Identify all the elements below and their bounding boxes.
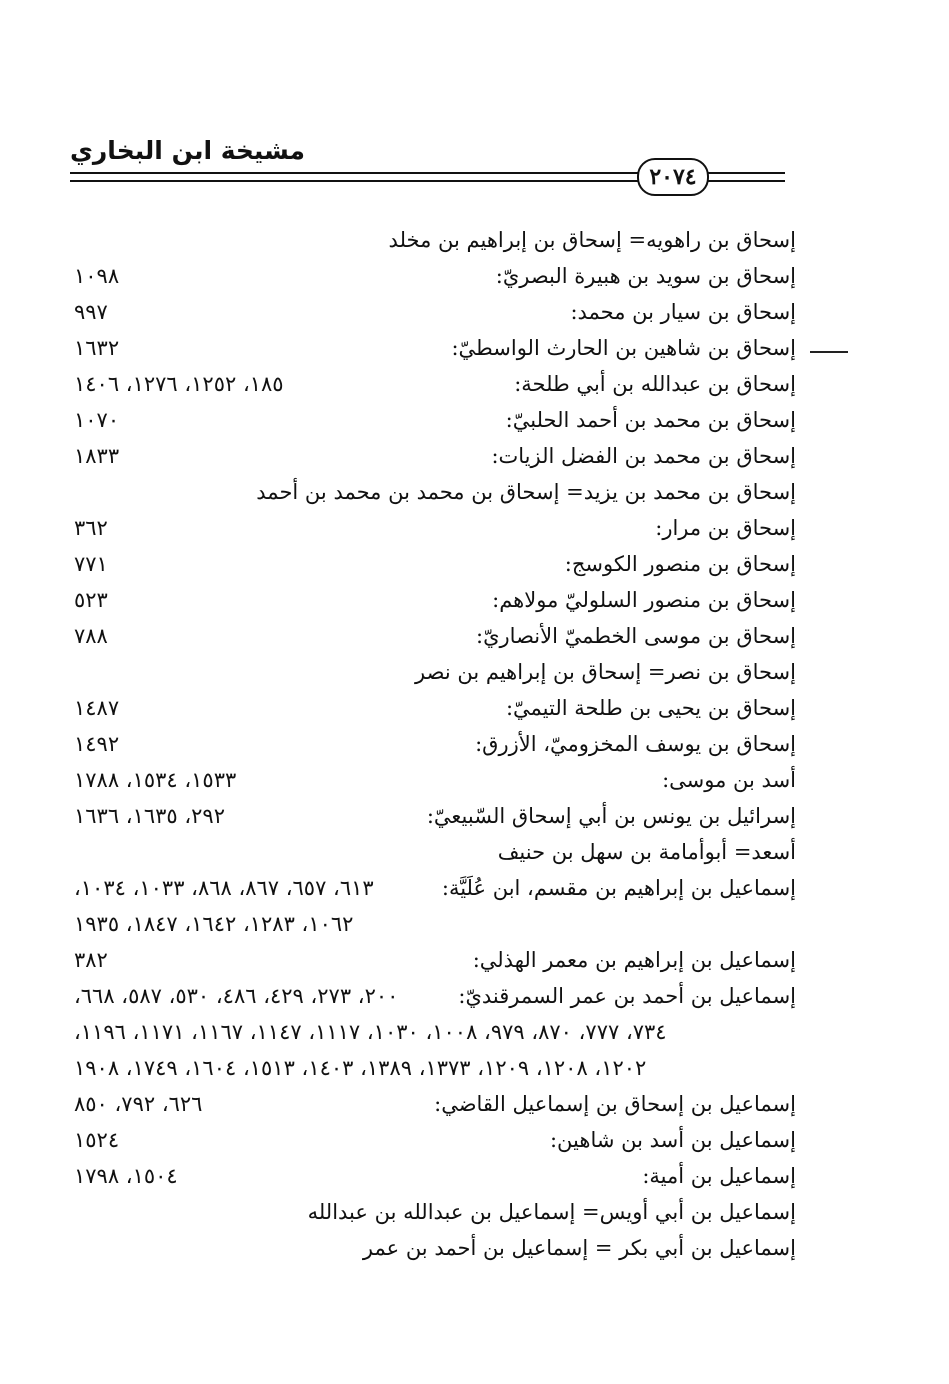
entry-references: ١٤٩٢ [74, 732, 120, 756]
index-entry [68, 654, 796, 690]
entry-references: ١٤٨٧ [74, 696, 120, 720]
entry-name: أسد بن موسى: [662, 768, 796, 792]
index-entry [68, 294, 796, 330]
index-entry [68, 366, 796, 402]
index-entry [68, 906, 796, 942]
entry-name: إسحاق بن يوسف المخزوميّ، الأزرق: [475, 732, 796, 756]
entry-name: إسحاق بن مرار: [655, 516, 796, 540]
index-entry [68, 870, 796, 906]
index-entry [68, 834, 796, 870]
page-number: ٢٠٧٤ [637, 158, 709, 196]
entry-name: إسماعيل بن أبي بكر = إسماعيل بن أحمد بن عمر [362, 1236, 796, 1260]
entry-name: إسحاق بن راهويه= إسحاق بن إبراهيم بن مخلد [388, 228, 796, 252]
index-entry [68, 1014, 796, 1050]
entry-references: ٣٨٢ [74, 948, 108, 972]
index-entry [68, 978, 796, 1014]
entry-name: إسحاق بن منصور السلوليّ مولاهم: [492, 588, 796, 612]
index-entry [68, 726, 796, 762]
entry-name: إسحاق بن سويد بن هبيرة البصريّ: [495, 264, 796, 288]
entry-name: إسحاق بن محمد بن الفضل الزيات: [491, 444, 796, 468]
index-entry [68, 330, 796, 366]
entry-references: ٦٢٦، ٧٩٢، ٨٥٠ [74, 1092, 203, 1116]
index-entry [68, 798, 796, 834]
index-entry [68, 1122, 796, 1158]
entry-references: ١٨٥، ١٢٥٢، ١٢٧٦، ١٤٠٦ [74, 372, 284, 396]
index-entry [68, 942, 796, 978]
entry-name: إسماعيل بن أسد بن شاهين: [549, 1128, 796, 1152]
entry-name: إسحاق بن موسى الخطميّ الأنصاريّ: [476, 624, 796, 648]
entry-name: إسماعيل بن أبي أويس= إسماعيل بن عبدالله بن عبدالله [307, 1200, 796, 1224]
index-entry [68, 1086, 796, 1122]
entry-references: ٧٨٨ [74, 624, 108, 648]
entry-references: ٢٩٢، ١٦٣٥، ١٦٣٦ [74, 804, 225, 828]
index-entry [68, 582, 796, 618]
index-entry [68, 1230, 796, 1266]
index-list [68, 222, 796, 1266]
entry-name: إسماعيل بن إسحاق بن إسماعيل القاضي: [434, 1092, 796, 1116]
entry-name: إسحاق بن عبدالله بن أبي طلحة: [514, 372, 796, 396]
entry-references: ١٥٢٤ [74, 1128, 120, 1152]
entry-references: ٥٢٣ [74, 588, 108, 612]
index-entry [68, 618, 796, 654]
book-title: مشيخة ابن البخاري [70, 136, 306, 165]
entry-name: إسماعيل بن إبراهيم بن مقسم، ابن عُلَيَّة: [441, 876, 796, 900]
entry-references: ٩٩٧ [74, 300, 108, 324]
entry-name: إسحاق بن منصور الكوسج: [564, 552, 796, 576]
index-entry [68, 1158, 796, 1194]
entry-references: ١٦٣٢ [74, 336, 120, 360]
entry-name: إسرائيل بن يونس بن أبي إسحاق السّبيعيّ: [426, 804, 796, 828]
entry-references: ١٨٣٣ [74, 444, 120, 468]
entry-references: ١٠٦٢، ١٢٨٣، ١٦٤٢، ١٨٤٧، ١٩٣٥ [74, 912, 354, 936]
entry-name: إسماعيل بن إبراهيم بن معمر الهذلي: [472, 948, 796, 972]
index-entry [68, 258, 796, 294]
index-entry [68, 546, 796, 582]
entry-references: ١٠٧٠ [74, 408, 120, 432]
entry-name: إسماعيل بن أمية: [642, 1164, 796, 1188]
index-entry [68, 510, 796, 546]
entry-references: ٦١٣، ٦٥٧، ٨٦٧، ٨٦٨، ١٠٣٣، ١٠٣٤، [74, 876, 374, 900]
index-entry [68, 1050, 796, 1086]
entry-name: إسحاق بن محمد بن أحمد الحلبيّ: [505, 408, 796, 432]
index-entry [68, 438, 796, 474]
index-entry [68, 402, 796, 438]
entry-name: إسحاق بن نصر= إسحاق بن إبراهيم بن نصر [415, 660, 796, 684]
index-entry [68, 474, 796, 510]
index-entry [68, 690, 796, 726]
entry-name: إسحاق بن شاهين بن الحارث الواسطيّ: [451, 336, 796, 360]
entry-references: ١٥٣٣، ١٥٣٤، ١٧٨٨ [74, 768, 237, 792]
entry-references: ٧٧١ [74, 552, 108, 576]
entry-references: ٢٠٠، ٢٧٣، ٤٢٩، ٤٨٦، ٥٣٠، ٥٨٧، ٦٦٨، [74, 984, 399, 1008]
entry-references: ٣٦٢ [74, 516, 108, 540]
entry-references: ١٥٠٤، ١٧٩٨ [74, 1164, 178, 1188]
entry-name: إسحاق بن يحيى بن طلحة التيميّ: [505, 696, 796, 720]
index-entry [68, 222, 796, 258]
entry-name: أسعد= أبوأمامة بن سهل بن حنيف [497, 840, 796, 864]
entry-references: ١٠٩٨ [74, 264, 120, 288]
entry-references: ١٢٠٢، ١٢٠٨، ١٢٠٩، ١٣٧٣، ١٣٨٩، ١٤٠٣، ١٥١٣، ١٦٠٤، ١٧٤٩، ١٩٠٨ [74, 1056, 647, 1080]
index-entry [68, 762, 796, 798]
entry-name: إسحاق بن سيار بن محمد: [570, 300, 796, 324]
entry-name: إسماعيل بن أحمد بن عمر السمرقنديّ: [458, 984, 796, 1008]
entry-name: إسحاق بن محمد بن يزيد= إسحاق بن محمد بن محمد بن أحمد [256, 480, 796, 504]
index-entry [68, 1194, 796, 1230]
margin-mark [810, 351, 848, 353]
entry-references: ٧٣٤، ٧٧٧، ٨٧٠، ٩٧٩، ١٠٠٨، ١٠٣٠، ١١١٧، ١١٤٧، ١١٦٧، ١١٧١، ١١٩٦، [74, 1020, 667, 1044]
